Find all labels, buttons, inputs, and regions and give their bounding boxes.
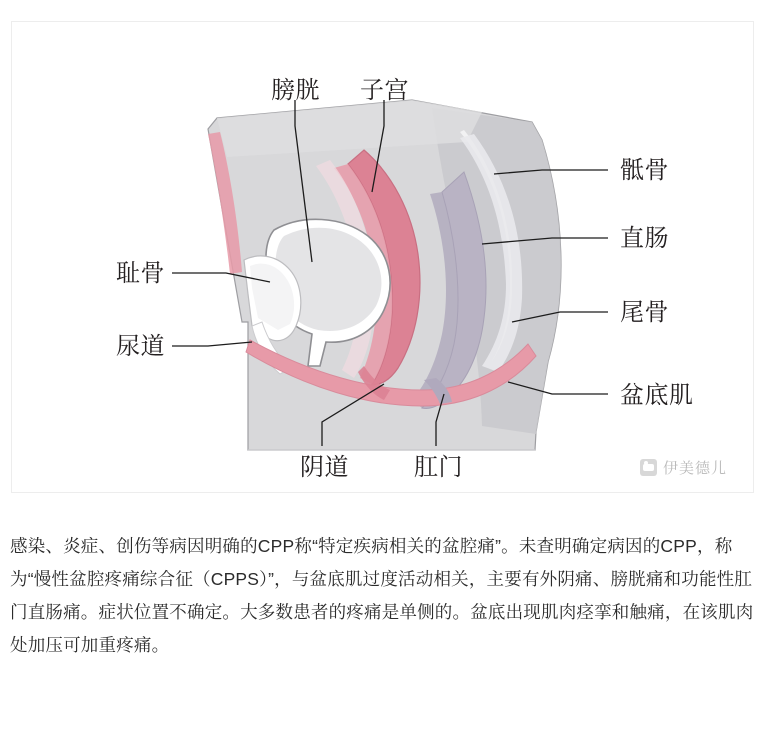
- label-vagina: 阴道: [300, 454, 349, 481]
- label-uterus: 子宫: [360, 77, 409, 104]
- anatomy-figure-card: [12, 22, 753, 492]
- article-paragraph: 感染、炎症、创伤等病因明确的CPP称“特定疾病相关的盆腔痛”。未查明确定病因的CPP，称为“慢性盆腔疼痛综合征（CPPS）”，与盆底肌过度活动相关，主要有外阴痛、膀胱痛和功能性肛门直肠痛。症状位置不确定。大多数患者的疼痛是单侧的。盆底出现肌肉痉挛和触痛，在该肌肉处加压可加重疼痛。: [10, 536, 754, 655]
- label-pubis: 耻骨: [116, 260, 165, 287]
- watermark: [640, 457, 727, 478]
- camera-icon: [640, 459, 657, 476]
- label-rectum: 直肠: [620, 225, 669, 252]
- label-anus: 肛门: [414, 454, 463, 481]
- label-sacrum: 骶骨: [620, 157, 669, 184]
- label-bladder: 膀胱: [271, 77, 320, 104]
- label-pelvic-floor: 盆底肌: [620, 382, 694, 409]
- label-coccyx: 尾骨: [620, 299, 669, 326]
- watermark-text: 伊美德儿: [662, 460, 727, 477]
- label-urethra: 尿道: [116, 333, 165, 360]
